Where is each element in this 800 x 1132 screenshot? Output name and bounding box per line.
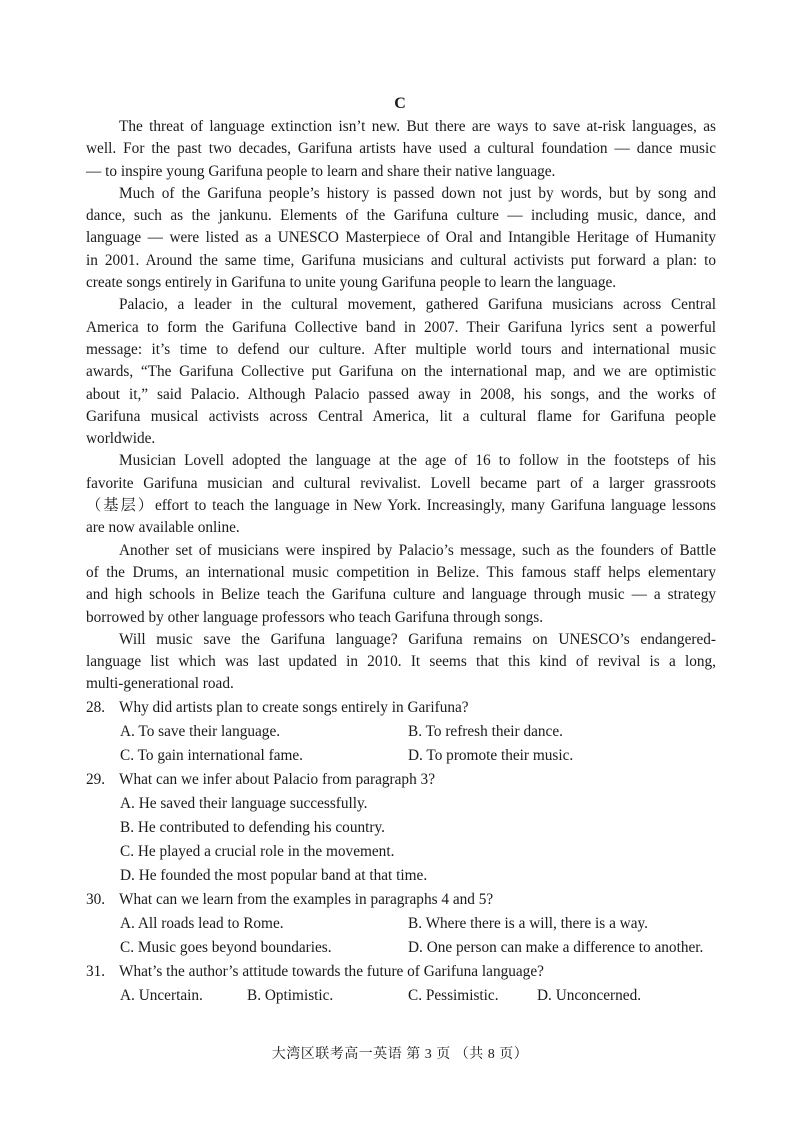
paragraph (86, 183, 716, 294)
paragraph-line: borrowed by other language professors who teach Garifuna through songs. (86, 608, 544, 626)
paragraph-line: create songs entirely in Garifuna to unite young Garifuna people to learn the language. (86, 274, 617, 292)
option-row (86, 864, 726, 888)
reading-passage (86, 116, 716, 696)
answer-option[interactable]: B. Where there is a will, there is a way. (408, 915, 648, 932)
question-28 (86, 696, 726, 768)
answer-option[interactable]: D. To promote their music. (408, 747, 574, 764)
paragraph-line: Another set of musicians were inspired by Palacio’s message, such as the founders of Battle (119, 541, 716, 559)
paragraph-line: and high schools in Belize teach the Garifuna culture and language through music — a strategy (86, 586, 716, 604)
paragraph-line: Much of the Garifuna people’s history is passed down not just by words, but by song and (119, 184, 716, 202)
paragraph-line: in 2001. Around the same time, Garifuna musicians and cultural activists put forward a plan: to (86, 251, 716, 269)
question-number: 29. (86, 771, 106, 788)
answer-option[interactable]: C. Music goes beyond boundaries. (120, 939, 332, 956)
paragraph (86, 629, 716, 696)
option-row (86, 912, 726, 936)
paragraph-line: dance, such as the jankunu. Elements of the Garifuna culture — including music, dance, and (86, 207, 716, 225)
paragraph-line: Palacio, a leader in the cultural movement, gathered Garifuna musicians across Central (119, 296, 716, 314)
option-row (86, 744, 726, 768)
paragraph-line: language list which was last updated in 2010. It seems that this kind of revival is a long, (86, 653, 716, 671)
answer-option[interactable]: C. To gain international fame. (120, 747, 304, 764)
paragraph (86, 294, 716, 450)
option-row (86, 984, 726, 1008)
option-row (86, 816, 726, 840)
answer-option[interactable]: C. Pessimistic. (408, 987, 499, 1004)
answer-option[interactable]: D. Unconcerned. (537, 987, 642, 1004)
paragraph-line: Garifuna musical activists across Central America, lit a cultural flame for Garifuna people (86, 407, 716, 425)
option-row (86, 936, 726, 960)
answer-option[interactable]: A. Uncertain. (120, 987, 203, 1004)
question-stem (86, 960, 726, 984)
paragraph-line: awards, “The Garifuna Collective put Garifuna on the international map, and we are optimistic (86, 363, 716, 381)
questions (86, 696, 726, 1008)
question-text: Why did artists plan to create songs entirely in Garifuna? (119, 699, 469, 716)
answer-option[interactable]: C. He played a crucial role in the movement. (120, 843, 395, 860)
paragraph-line: language — were listed as a UNESCO Masterpiece of Oral and Intangible Heritage of Humanity (86, 229, 716, 247)
paragraph-line: of the Drums, an international music competition in Belize. This famous staff helps elementary (86, 563, 716, 581)
answer-option[interactable]: D. He founded the most popular band at that time. (120, 867, 428, 884)
paragraph (86, 540, 716, 629)
page-footer: 大湾区联考高一英语 第 3 页 （共 8 页） (271, 1047, 529, 1062)
option-row (86, 792, 726, 816)
question-31 (86, 960, 726, 1008)
paragraph-line: multi-generational road. (86, 675, 234, 693)
answer-option[interactable]: B. To refresh their dance. (408, 723, 563, 740)
question-text: What can we learn from the examples in paragraphs 4 and 5? (119, 891, 494, 908)
paragraph (86, 116, 716, 183)
question-text: What can we infer about Palacio from paragraph 3? (119, 771, 435, 788)
question-number: 30. (86, 891, 106, 908)
paragraph-line: Will music save the Garifuna language? Garifuna remains on UNESCO’s endangered- (119, 630, 716, 648)
option-row (86, 840, 726, 864)
option-row (86, 720, 726, 744)
paragraph-line: （基层）effort to teach the language in New York. Increasingly, many Garifuna language lessons (86, 497, 716, 515)
paragraph-line: The threat of language extinction isn’t new. But there are ways to save at-risk languages, as (119, 118, 716, 135)
answer-option[interactable]: B. Optimistic. (247, 987, 334, 1004)
paragraph-line: about it,” said Palacio. Although Palacio passed away in 2008, his songs, and the works of (86, 385, 716, 403)
question-text: What’s the author’s attitude towards the future of Garifuna language? (119, 963, 544, 980)
paragraph (86, 450, 716, 539)
answer-option[interactable]: A. All roads lead to Rome. (120, 915, 284, 932)
paragraph-line: worldwide. (86, 430, 156, 448)
paragraph-line: Musician Lovell adopted the language at the age of 16 to follow in the footsteps of his (119, 452, 716, 470)
question-30 (86, 888, 726, 960)
answer-option[interactable]: A. To save their language. (120, 723, 281, 740)
section-title: C (394, 95, 406, 112)
paragraph-line: — to inspire young Garifuna people to learn and share their native language. (86, 162, 556, 180)
paragraph-line: favorite Garifuna musician and cultural revivalist. Lovell became part of a larger grassroots (86, 474, 716, 492)
paragraph-line: message: it’s time to defend our culture. After multiple world tours and international music (86, 340, 716, 358)
answer-option[interactable]: D. One person can make a difference to another. (408, 939, 704, 956)
paragraph-line: are now available online. (86, 519, 240, 537)
question-29 (86, 768, 726, 888)
question-stem (86, 888, 726, 912)
question-stem (86, 696, 726, 720)
question-stem (86, 768, 726, 792)
answer-option[interactable]: A. He saved their language successfully. (120, 795, 368, 812)
question-number: 31. (86, 963, 106, 980)
paragraph-line: well. For the past two decades, Garifuna artists have used a cultural foundation — dance music (86, 140, 716, 158)
question-number: 28. (86, 699, 106, 716)
paragraph-line: America to form the Garifuna Collective band in 2007. Their Garifuna lyrics sent a powerful (86, 318, 716, 336)
answer-option[interactable]: B. He contributed to defending his country. (120, 819, 385, 836)
